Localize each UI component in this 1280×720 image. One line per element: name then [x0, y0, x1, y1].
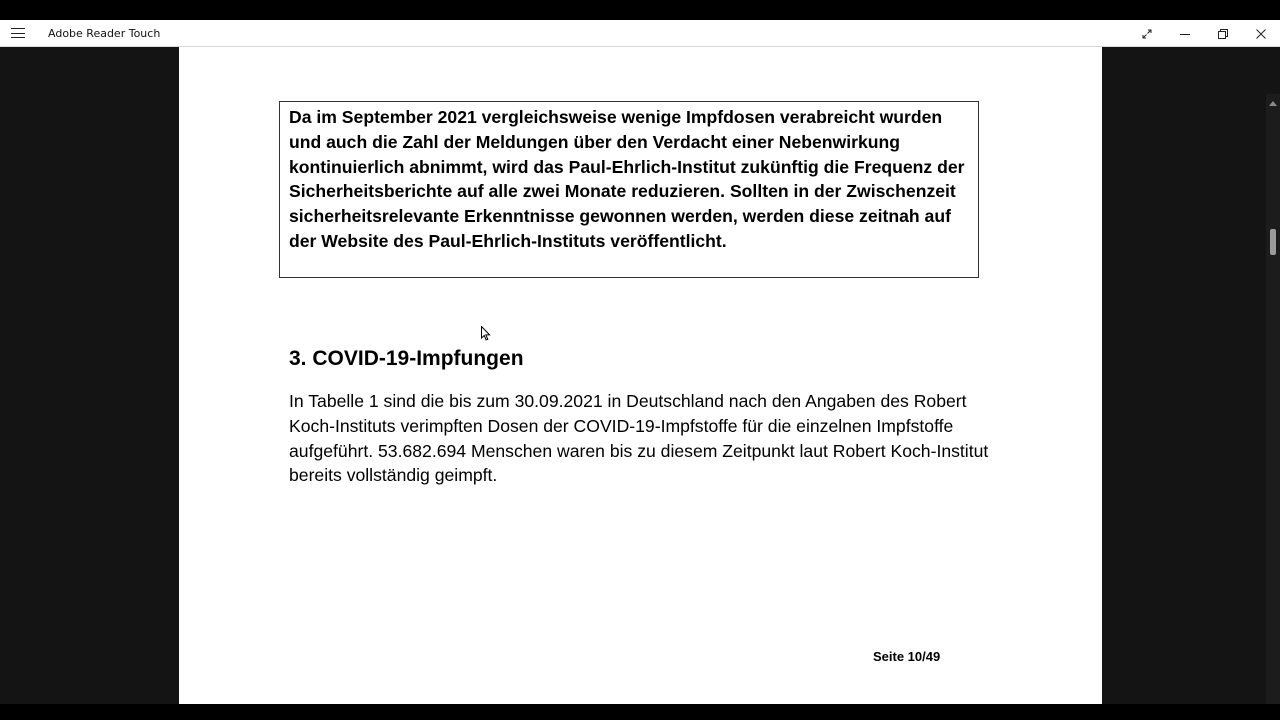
- close-button[interactable]: [1242, 20, 1280, 47]
- top-black-bar: [0, 0, 1280, 20]
- app-title: Adobe Reader Touch: [48, 27, 161, 40]
- vertical-scrollbar[interactable]: [1266, 94, 1280, 704]
- minimize-button[interactable]: [1166, 20, 1204, 47]
- menu-icon[interactable]: [11, 28, 25, 38]
- fullscreen-button[interactable]: [1128, 20, 1166, 47]
- body-paragraph: In Tabelle 1 sind die bis zum 30.09.2021 in Deutschland nach den Angaben des Robert Koch-Instituts verimpften Dosen der COVID-19-Impfstoffe für die einzelnen Impfstoffe aufgeführt. 53.682.694 Menschen waren bis zu diesem Zeitpunkt laut Robert Koch-Institut bereits vollständig geimpft.: [289, 391, 989, 486]
- bottom-black-bar: [0, 704, 1280, 720]
- minimize-icon: [1180, 29, 1190, 39]
- scroll-up-icon[interactable]: [1269, 100, 1277, 106]
- title-bar: [0, 20, 1280, 47]
- section-heading: 3. COVID-19-Impfungen: [289, 347, 524, 370]
- mouse-cursor-icon: [481, 326, 491, 341]
- page-number: Seite 10/49: [873, 649, 941, 664]
- scrollbar-thumb[interactable]: [1270, 229, 1276, 255]
- close-icon: [1256, 29, 1266, 39]
- notice-box-text: Da im September 2021 vergleichsweise wenige Impfdosen verabreicht wurden und auch die Zahl der Meldungen über den Verdacht einer Nebenwirkung kontinuierlich abnimmt, wird das Paul-Ehrlich-Institut zukünftig die Frequenz der Sicherheitsberichte auf alle zwei Monate reduzieren. Sollten in der Zwischenzeit sicherheitsrelevante Erkenntnisse gewonnen werden, werden diese zeitnah auf der Website des Paul-Ehrlich-Instituts veröffentlicht.: [289, 107, 965, 251]
- restore-button[interactable]: [1204, 20, 1242, 47]
- fullscreen-icon: [1142, 29, 1152, 39]
- document-viewer[interactable]: [0, 47, 1280, 704]
- restore-icon: [1218, 29, 1228, 39]
- pdf-page[interactable]: [179, 47, 1102, 704]
- notice-box: [279, 101, 979, 278]
